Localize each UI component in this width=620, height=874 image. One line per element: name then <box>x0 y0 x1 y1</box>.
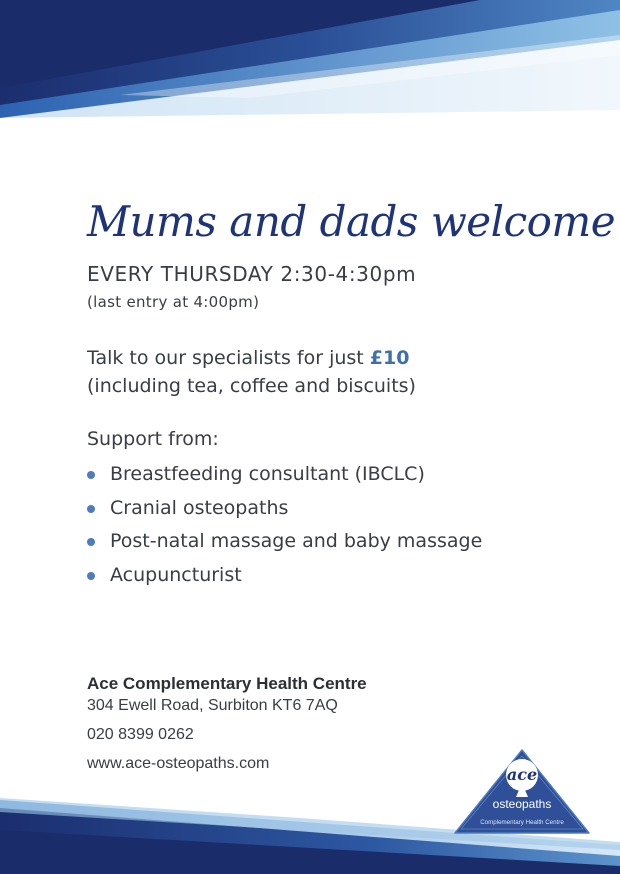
offer-text <box>87 344 416 400</box>
address: 304 Ewell Road, Surbiton KT6 7AQ <box>87 697 338 714</box>
list-item: Post-natal massage and baby massage <box>87 525 482 559</box>
offer-includes: (including tea, coffee and biscuits) <box>87 375 416 397</box>
organisation-name: Ace Complementary Health Centre <box>87 674 367 693</box>
support-list <box>87 458 482 592</box>
website-link[interactable]: www.ace-osteopaths.com <box>87 755 270 772</box>
support-heading: Support from: <box>87 428 219 450</box>
offer-price: £10 <box>369 347 410 369</box>
offer-prefix: Talk to our specialists for just <box>87 347 370 369</box>
list-item: Cranial osteopaths <box>87 492 482 526</box>
phone-number[interactable]: 020 8399 0262 <box>87 726 194 743</box>
svg-text:osteopaths: osteopaths <box>492 797 552 811</box>
svg-text:Complementary Health Centre: Complementary Health Centre <box>480 819 564 826</box>
headline: Mums and dads welcome <box>87 197 616 246</box>
svg-text:ace: ace <box>506 765 538 784</box>
schedule-text: EVERY THURSDAY 2:30-4:30pm <box>87 262 417 286</box>
list-item: Acupuncturist <box>87 559 482 593</box>
last-entry-note: (last entry at 4:00pm) <box>87 293 260 311</box>
ace-osteopaths-logo <box>452 747 592 835</box>
list-item: Breastfeeding consultant (IBCLC) <box>87 458 482 492</box>
